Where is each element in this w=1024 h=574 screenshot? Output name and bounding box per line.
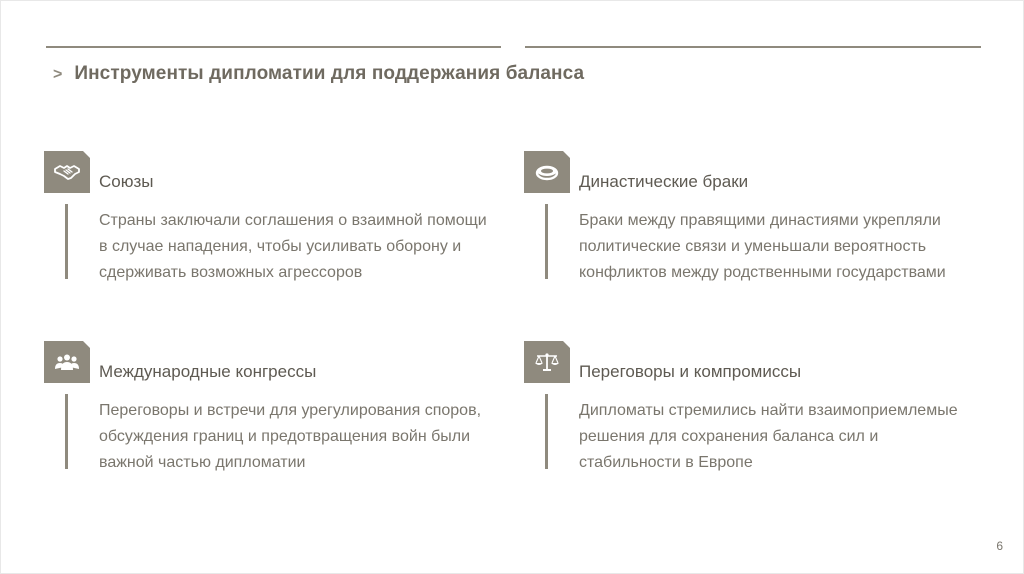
people-group-icon bbox=[44, 341, 90, 383]
card-description: Переговоры и встречи для урегулирования споров, обсуждения границ и предотвращения войн были важной частью дипломатии bbox=[99, 402, 482, 471]
card-title: Международные конгрессы bbox=[99, 362, 317, 381]
scales-icon bbox=[524, 341, 570, 383]
card-description: Страны заключали соглашения о взаимной помощи в случае нападения, чтобы усиливать оборону и сдерживать возможных агрессоров bbox=[99, 212, 487, 281]
card-accent-bar bbox=[545, 394, 548, 469]
card-title: Союзы bbox=[99, 172, 154, 191]
card-accent-bar bbox=[65, 394, 68, 469]
card-description: Дипломаты стремились найти взаимоприемлемые решения для сохранения баланса сил и стабильности в Европе bbox=[579, 402, 958, 471]
card-description: Браки между правящими династиями укрепляли политические связи и уменьшали вероятность конфликтов между родственными государствами bbox=[579, 212, 946, 281]
card-accent-bar bbox=[65, 204, 68, 279]
card-accent-bar bbox=[545, 204, 548, 279]
card-title: Переговоры и компромиссы bbox=[579, 362, 802, 381]
top-divider-left bbox=[46, 46, 501, 48]
handshake-icon bbox=[44, 151, 90, 193]
card-title: Династические браки bbox=[579, 172, 749, 191]
top-divider-right bbox=[525, 46, 981, 48]
page-number: 6 bbox=[996, 539, 1003, 553]
page-title: Инструменты дипломатии для поддержания баланса bbox=[74, 63, 585, 84]
ring-icon bbox=[524, 151, 570, 193]
title-row bbox=[53, 63, 584, 85]
title-marker: > bbox=[53, 66, 63, 83]
